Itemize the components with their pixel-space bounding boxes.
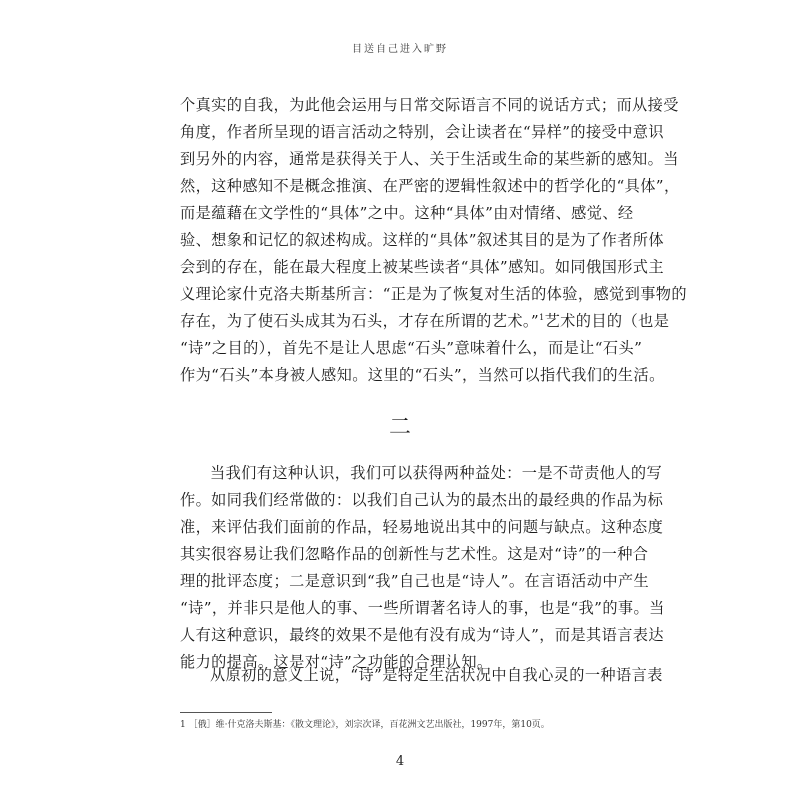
section-number: 二 — [388, 415, 411, 440]
paragraph-line: 而是蕴藉在文学性的“具体”之中。这种“具体”由对情绪、感觉、经 — [180, 204, 634, 222]
page-number: 4 — [395, 754, 405, 769]
paragraph-line: 人有这种意识，最终的效果不是他有没有成为“诗人”，而是其语言表达 — [180, 626, 664, 644]
paragraph-line: 角度，作者所呈现的语言活动之特别，会让读者在“异样”的接受中意识 — [180, 123, 664, 141]
paragraph-line-text: 存在，为了使石头成其为石头，才存在所谓的艺术。” — [180, 312, 540, 330]
paragraph-line: 从原初的意义上说，“诗”是特定生活状况中自我心灵的一种语言表 — [210, 666, 663, 684]
paragraph-line: “诗”之目的），首先不是让人思虑“石头”意味着什么，而是让“石头” — [180, 339, 643, 357]
paragraph-line: “诗”，并非只是他人的事、一些所谓著名诗人的事，也是“我”的事。当 — [180, 599, 665, 617]
paragraph-line: 能力的提高。这是对“诗”之功能的合理认知。 — [180, 653, 493, 671]
paragraph-line: 到另外的内容，通常是获得关于人、关于生活或生命的某些新的感知。当 — [180, 150, 679, 168]
paragraph-line-tail: 艺术的目的（也是 — [544, 312, 670, 330]
paragraph-line: 然，这种感知不是概念推演、在严密的逻辑性叙述中的哲学化的“具体”， — [180, 177, 680, 195]
paragraph-3 — [180, 662, 663, 689]
paragraph-line: 其实很容易让我们忽略作品的创新性与艺术性。这是对“诗”的一种合 — [180, 545, 649, 563]
footnote-marker[interactable]: 1 — [539, 312, 545, 322]
paragraph-line: 准，来评估我们面前的作品，轻易地说出其中的问题与缺点。这种态度 — [180, 518, 664, 536]
footnote: 1 ［俄］维·什克洛夫斯基：《散文理论》，刘宗次译，百花洲文艺出版社，1997年，第10页。 — [180, 720, 550, 730]
paragraph-line: 义理论家什克洛夫斯基所言：“正是为了恢复对生活的体验，感觉到事物的 — [180, 285, 687, 303]
running-head: 目送自己进入旷野 — [352, 44, 448, 55]
paragraph-line: 作为“石头”本身被人感知。这里的“石头”，当然可以指代我们的生活。 — [180, 366, 665, 384]
paragraph-1 — [180, 92, 687, 389]
paragraph-line: 作。如同我们经常做的：以我们自己认为的最杰出的最经典的作品为标 — [180, 491, 664, 509]
footnote-divider — [180, 712, 272, 713]
paragraph-line: 理的批评态度；二是意识到“我”自己也是“诗人”。在言语活动中产生 — [180, 572, 650, 590]
paragraph-line: 当我们有这种认识，我们可以获得两种益处：一是不苛责他人的写 — [210, 464, 663, 482]
paragraph-line: 验、想象和记忆的叙述构成。这样的“具体”叙述其目的是为了作者所体 — [180, 231, 664, 249]
paragraph-line: 会到的存在，能在最大程度上被某些读者“具体”感知。如同俄国形式主 — [180, 258, 664, 276]
paragraph-line — [180, 308, 670, 335]
paragraph-line: 个真实的自我，为此他会运用与日常交际语言不同的说话方式；而从接受 — [180, 96, 679, 114]
